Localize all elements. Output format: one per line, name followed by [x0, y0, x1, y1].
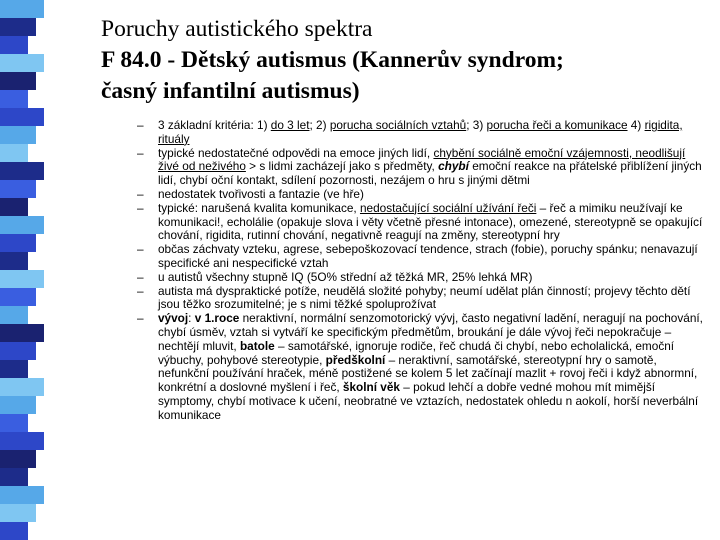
bullet-item	[137, 271, 703, 285]
bullet-text: – pokud lehčí a dobře vedné mohou mít mimější symptomy, chybí motivace k učení, neobratné ve vztazích, nedostatek ohledu n aokolí, horší neverbální komunikace	[158, 380, 699, 422]
sidebar-block	[0, 486, 44, 504]
sidebar-block	[0, 54, 44, 72]
sidebar-block	[0, 414, 28, 432]
bullet-text: autista má dyspraktické potíže, neudělá složité pohyby; neumí udělat plán činností; projevy těchto dětí jsou těžko srozumitelné; je s nimi těžké spoluprožívat	[158, 283, 691, 312]
sidebar-block	[0, 18, 36, 36]
bullet-marker: –	[137, 118, 144, 132]
sidebar-block	[0, 234, 36, 252]
sidebar-block	[0, 432, 44, 450]
underlined-text: porucha řeči a komunikace	[486, 118, 628, 132]
bullet-item	[137, 202, 703, 243]
underlined-text: do 3 let	[270, 118, 310, 132]
sidebar-block	[0, 90, 28, 108]
bullet-item	[137, 312, 703, 422]
bullet-text: ; 3)	[466, 118, 487, 132]
bold-text: vývoj	[158, 311, 189, 326]
bullet-text: – neraktivní, samotářské, stereotypní hry o samotě, nefunkční používání hraček, méně postižené se kolem 5 let začínají mazlit + rovoj řeči i když abnormní, konkrétní a doslovné myšlení i řeč,	[158, 352, 698, 395]
title-line-1: Poruchy autistického spektra	[101, 16, 373, 42]
sidebar-block	[0, 36, 28, 54]
bullet-item	[137, 243, 703, 271]
decorative-sidebar	[0, 0, 44, 540]
slide-title	[101, 14, 701, 107]
bullet-marker: –	[137, 200, 144, 215]
sidebar-block	[0, 468, 28, 486]
bullet-marker: –	[137, 283, 144, 298]
bullet-marker: –	[137, 145, 144, 160]
bullet-marker: –	[137, 311, 144, 326]
sidebar-block	[0, 126, 36, 144]
bullet-text: :	[188, 311, 195, 326]
bold-text: batole	[239, 338, 275, 353]
bullet-text: emoční reakce na přátelské přiblížení jiných lidí, chybí oční kontakt, sdílení pozornosti, nezájem o hru s jinými dětmi	[158, 159, 702, 188]
sidebar-block	[0, 252, 28, 270]
sidebar-block	[0, 162, 44, 180]
bullet-text: 4)	[627, 118, 645, 132]
underlined-text: chybění sociálně emoční vzájemnosti, neodlišují živé od neživého	[158, 145, 686, 174]
sidebar-block	[0, 144, 28, 162]
underlined-text: nedostačující sociální užívání řeči	[359, 200, 537, 215]
sidebar-block	[0, 522, 28, 540]
bold-text: v 1.roce	[194, 311, 240, 326]
sidebar-block	[0, 378, 44, 396]
bullet-list	[137, 119, 703, 423]
sidebar-block	[0, 324, 44, 342]
bullet-text: 3 základní kritéria: 1)	[158, 118, 271, 132]
bullet-text: u autistů všechny stupně IQ (5O% střední až těžká MR, 25% lehká MR)	[158, 269, 533, 284]
bullet-marker: –	[137, 242, 144, 257]
title-line-3: časný infantilní autismus)	[101, 78, 360, 104]
underlined-text: rigidita, rituály	[158, 118, 683, 146]
sidebar-block	[0, 504, 36, 522]
bullet-text: > s lidmi zacházejí jako s předměty,	[245, 159, 439, 174]
sidebar-block	[0, 72, 36, 90]
bullet-text: typické: narušená kvalita komunikace,	[158, 200, 360, 215]
bullet-text: typické nedostatečné odpovědi na emoce jiných lidí,	[158, 145, 434, 160]
sidebar-block	[0, 450, 36, 468]
bullet-item	[137, 119, 703, 147]
bullet-marker: –	[137, 186, 144, 201]
bullet-item	[137, 147, 703, 188]
sidebar-block	[0, 306, 28, 324]
sidebar-block	[0, 0, 44, 18]
sidebar-block	[0, 270, 44, 288]
sidebar-block	[0, 342, 36, 360]
bullet-text: ; 2)	[309, 118, 330, 132]
bold-text: předškolní	[325, 352, 386, 367]
emphasis-text: chybí	[438, 159, 469, 174]
sidebar-block	[0, 180, 36, 198]
sidebar-block	[0, 288, 36, 306]
underlined-text: porucha sociálních vztahů	[329, 118, 467, 132]
sidebar-block	[0, 108, 44, 126]
bold-text: školní věk	[342, 380, 400, 395]
bullet-text: neraktivní, normální senzomotorický vývj, často negativní ladění, neragují na pochování, chybí úsměv, vztah si vytváří ke specifickým předmětům, broukání je dále vývoj řeči nepokračuje – nechtějí mluvit,	[158, 311, 703, 353]
bullet-marker: –	[137, 269, 144, 284]
bullet-text: – řeč a mimiku neužívají ke komunikaci!, echolálie (opakuje slova i věty včetně přesné intonace), omezené, stereotypně se opakující chování, rigidita, rutinní chování, negativně reagují na změny, stereotypní hry	[158, 200, 703, 243]
bullet-text: – samotářské, ignoruje rodiče, řeč chudá či chybí, nebo echolalická, emoční výbuchy, pohybové stereotypie,	[158, 338, 675, 367]
sidebar-block	[0, 396, 36, 414]
sidebar-block	[0, 360, 28, 378]
bullet-item	[137, 285, 703, 313]
bullet-text: nedostatek tvořivosti a fantazie (ve hře)	[158, 186, 364, 201]
sidebar-block	[0, 198, 28, 216]
sidebar-block	[0, 216, 44, 234]
bullet-text: občas záchvaty vzteku, agrese, sebepoškozovací tendence, strach (fobie), poruchy spánku; nenavazují specifické ani nespecifické vztah	[158, 242, 698, 270]
bullet-item	[137, 188, 703, 202]
title-line-2: F 84.0 - Dětský autismus (Kannerův syndrom;	[101, 47, 564, 73]
